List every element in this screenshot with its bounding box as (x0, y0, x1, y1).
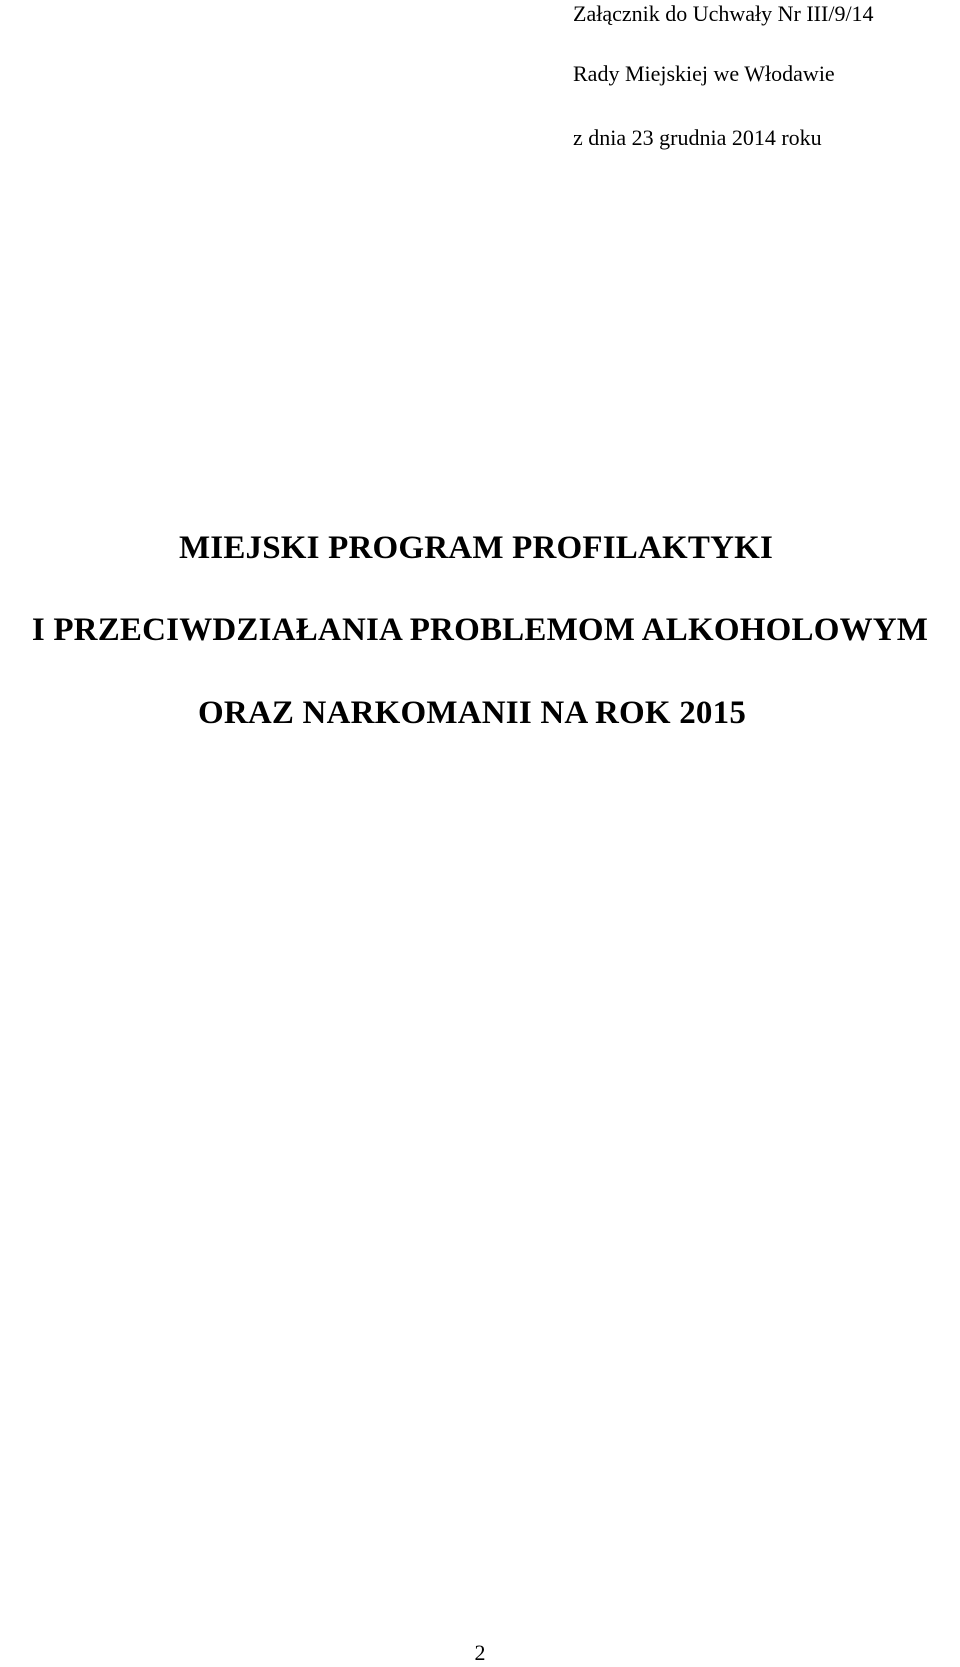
annex-resolution-number: Załącznik do Uchwały Nr III/9/14 (573, 1, 874, 26)
annex-council-name: Rady Miejskiej we Włodawie (573, 61, 835, 86)
annex-resolution-date: z dnia 23 grudnia 2014 roku (573, 125, 822, 150)
title-line-1: MIEJSKI PROGRAM PROFILAKTYKI (178, 530, 774, 566)
title-line-3: ORAZ NARKOMANII NA ROK 2015 (197, 695, 747, 731)
page-number: 2 (474, 1640, 486, 1665)
title-line-2: I PRZECIWDZIAŁANIA PROBLEMOM ALKOHOLOWYM (31, 612, 929, 648)
